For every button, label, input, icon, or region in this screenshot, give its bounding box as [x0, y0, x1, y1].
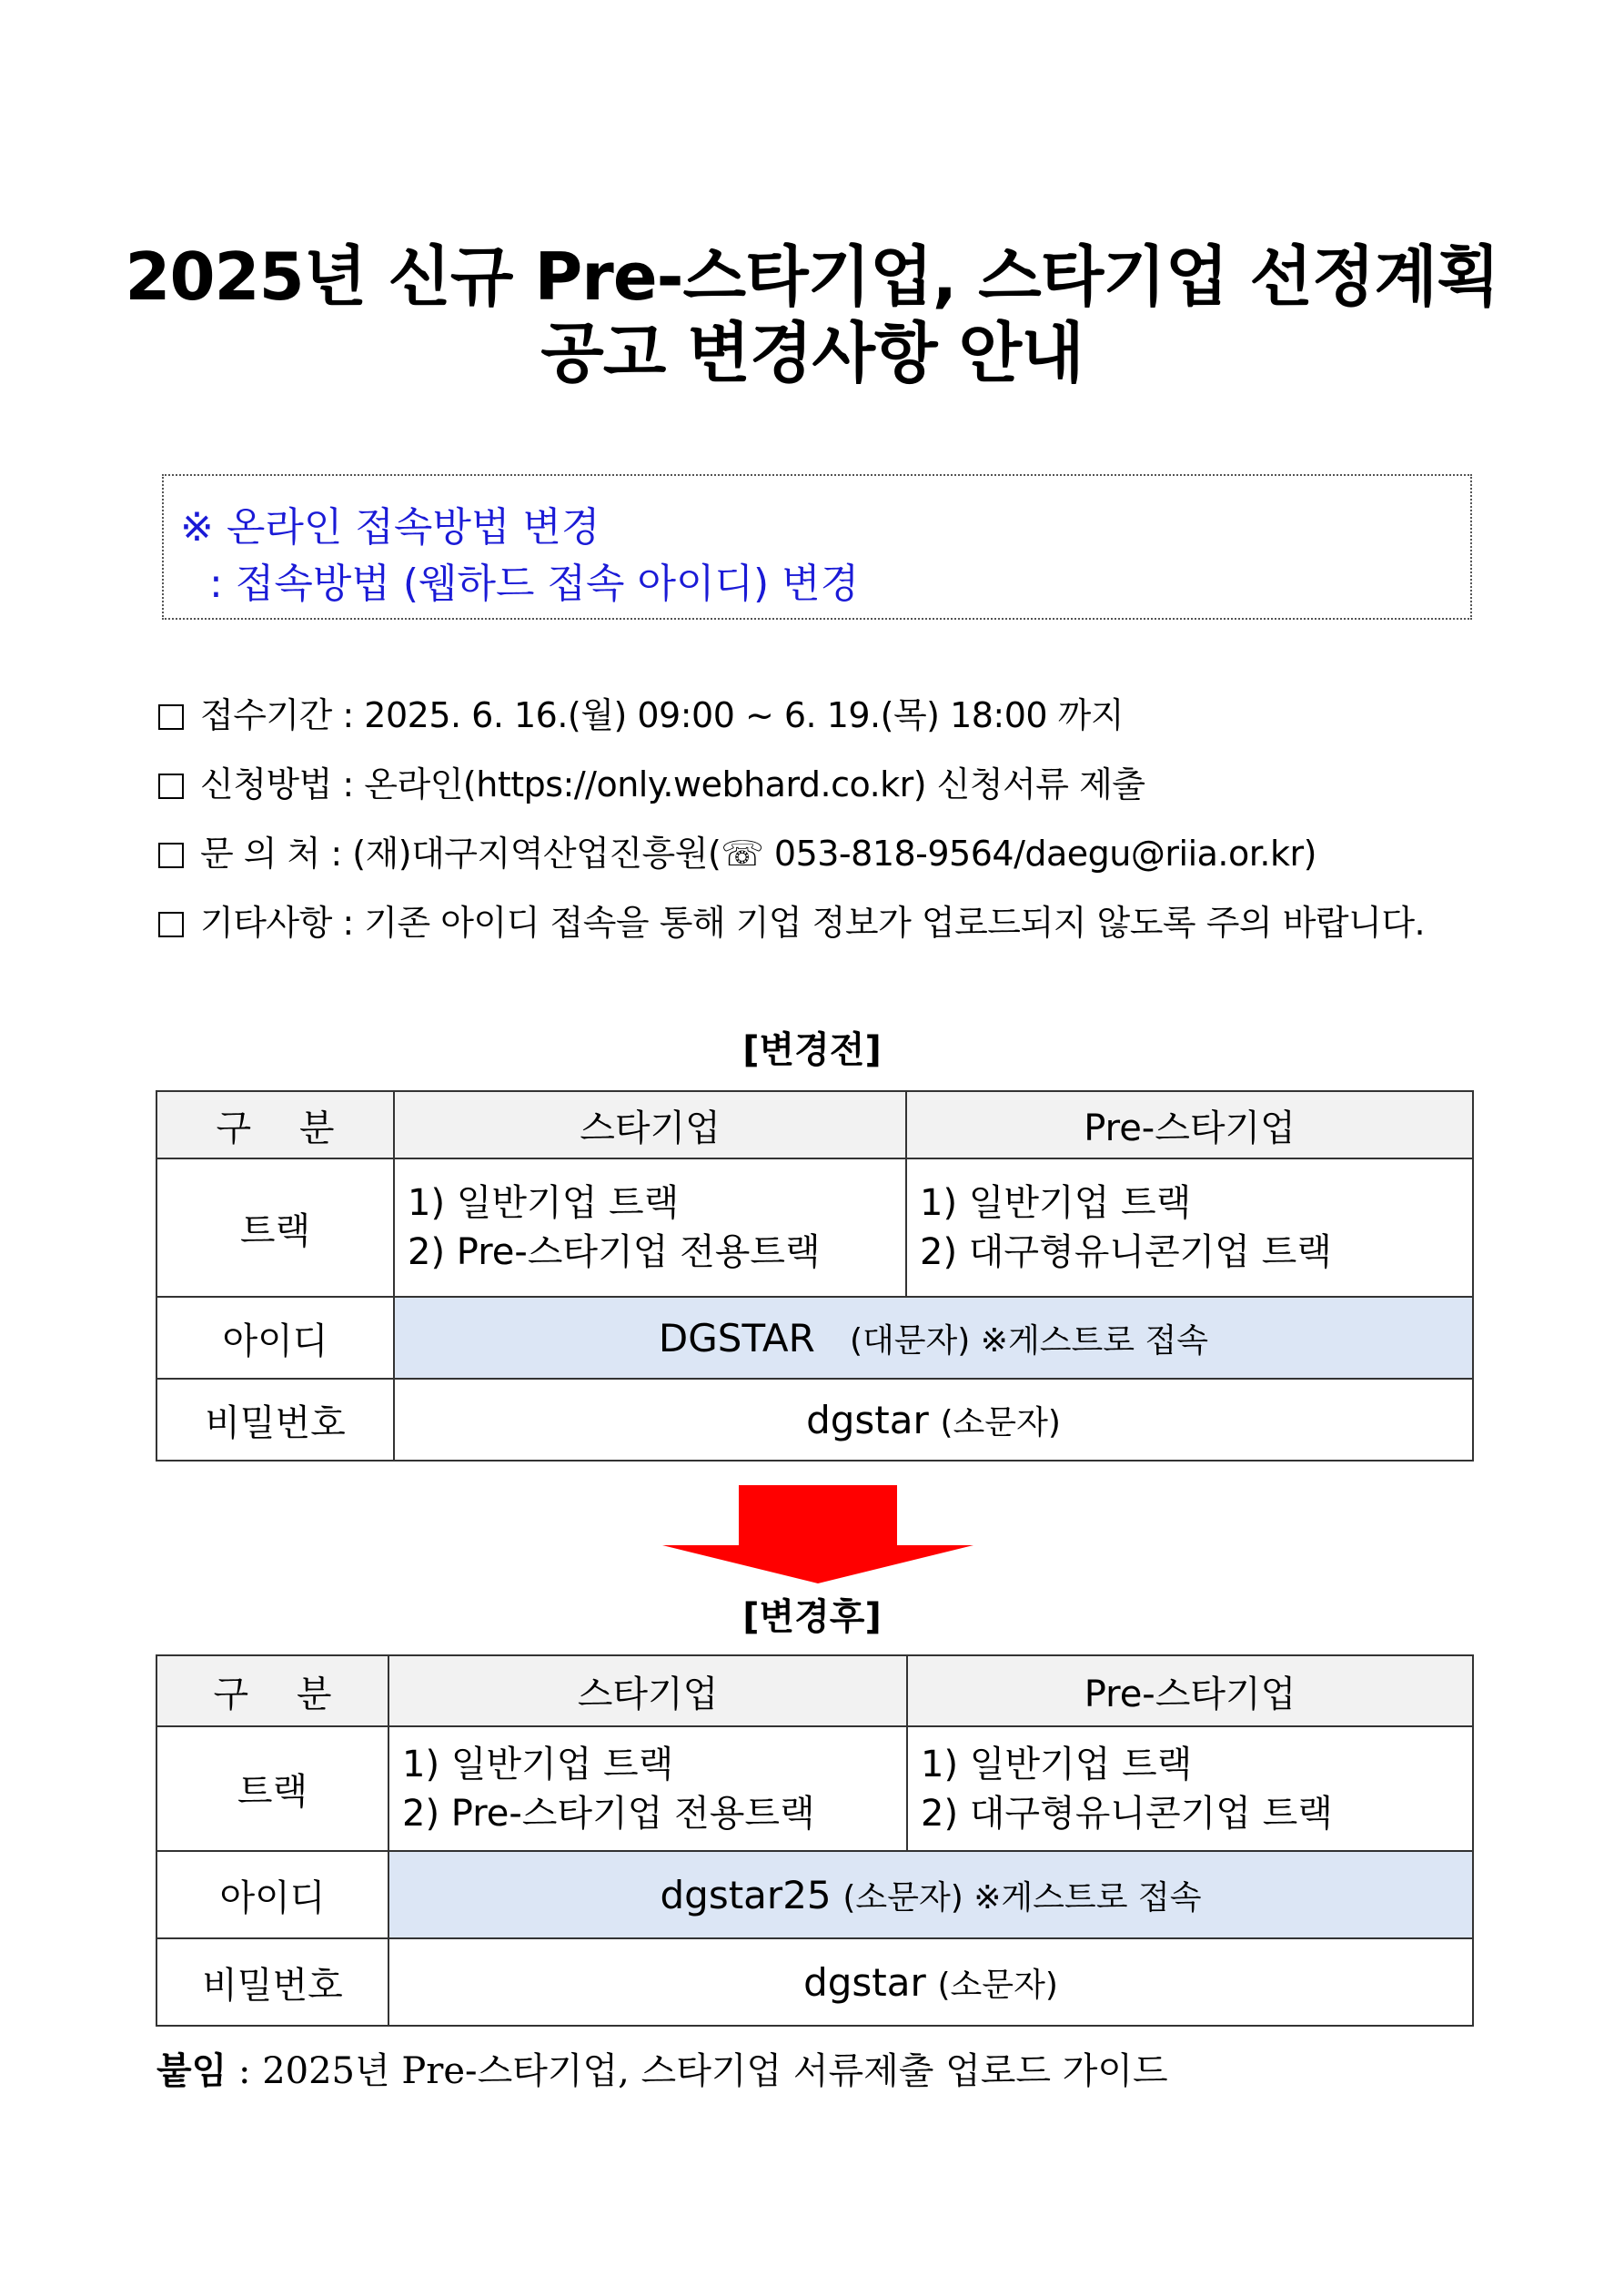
header-prestar: Pre-스타기업	[906, 1091, 1473, 1158]
table-header-row	[156, 1091, 1473, 1158]
pw-note: (소문자)	[937, 1966, 1058, 2004]
info-method-text: 신청방법 : 온라인(https://only.webhard.co.kr) 신청서류 제출	[200, 764, 1145, 804]
before-table	[156, 1090, 1474, 1462]
info-period-text: 접수기간 : 2025. 6. 16.(월) 09:00 ~ 6. 19.(목) 18:00 까지	[200, 695, 1125, 735]
track-label: 트랙	[156, 1726, 388, 1851]
notice-box	[162, 474, 1472, 620]
info-contact	[158, 825, 1316, 875]
list-item: 1) 일반기업 트랙	[408, 1182, 680, 1224]
notice-line-1: ※ 온라인 접속방법 변경	[180, 504, 600, 551]
pw-cell	[388, 1938, 1473, 2026]
id-note: (대문자) ※게스트로 접속	[849, 1321, 1209, 1360]
pw-value: dgstar	[806, 1397, 929, 1442]
header-category: 구 분	[156, 1655, 388, 1726]
pw-cell	[394, 1379, 1473, 1461]
page-title	[0, 238, 1624, 391]
table-row	[156, 1938, 1473, 2026]
after-label: [변경후]	[742, 1596, 882, 1638]
id-cell	[388, 1851, 1473, 1938]
title-line-1: 2025년 신규 Pre-스타기업, 스타기업 선정계획	[125, 238, 1499, 315]
id-value: DGSTAR	[658, 1315, 815, 1360]
attachment-label: 붙임	[156, 2049, 227, 2092]
list-item: 2) Pre-스타기업 전용트랙	[408, 1231, 821, 1273]
pw-label: 비밀번호	[156, 1938, 388, 2026]
before-label: [변경전]	[742, 1029, 882, 1071]
table-header-row	[156, 1655, 1473, 1726]
header-star: 스타기업	[394, 1091, 906, 1158]
checkbox-icon	[158, 912, 184, 937]
id-note: (소문자) ※게스트로 접속	[842, 1878, 1202, 1917]
prestar-tracks	[906, 1158, 1473, 1297]
checkbox-icon	[158, 774, 184, 799]
pw-label: 비밀번호	[156, 1379, 394, 1461]
table-row	[156, 1726, 1473, 1851]
header-star: 스타기업	[388, 1655, 907, 1726]
attachment-text: : 2025년 Pre-스타기업, 스타기업 서류제출 업로드 가이드	[238, 2050, 1168, 2092]
star-tracks	[388, 1726, 907, 1851]
down-arrow-icon	[662, 1485, 973, 1583]
list-item: 2) Pre-스타기업 전용트랙	[402, 1792, 815, 1835]
table-row	[156, 1379, 1473, 1461]
table-row	[156, 1158, 1473, 1297]
list-item: 1) 일반기업 트랙	[402, 1743, 674, 1785]
after-table	[156, 1654, 1474, 2027]
id-label: 아이디	[156, 1851, 388, 1938]
info-contact-text: 문 의 처 : (재)대구지역산업진흥원(☏ 053-818-9564/daegu@riia.or.kr)	[200, 834, 1316, 874]
table-row	[156, 1851, 1473, 1938]
attachment-line	[156, 2042, 1168, 2094]
checkbox-icon	[158, 704, 184, 730]
list-item: 1) 일반기업 트랙	[920, 1182, 1192, 1224]
id-value: dgstar25	[660, 1872, 832, 1917]
id-cell	[394, 1297, 1473, 1379]
list-item: 2) 대구형유니콘기업 트랙	[921, 1792, 1333, 1835]
prestar-tracks	[907, 1726, 1473, 1851]
table-row	[156, 1297, 1473, 1379]
checkbox-icon	[158, 843, 184, 868]
star-tracks	[394, 1158, 906, 1297]
info-period	[158, 687, 1124, 737]
list-item: 1) 일반기업 트랙	[921, 1743, 1193, 1785]
info-method	[158, 756, 1145, 806]
info-etc-text: 기타사항 : 기존 아이디 접속을 통해 기업 정보가 업로드되지 않도록 주의 바랍니다.	[200, 903, 1426, 943]
header-category: 구 분	[156, 1091, 394, 1158]
pw-value: dgstar	[803, 1959, 926, 2005]
info-etc	[158, 895, 1425, 945]
track-label: 트랙	[156, 1158, 394, 1297]
title-line-2: 공고 변경사항 안내	[540, 315, 1084, 391]
list-item: 2) 대구형유니콘기업 트랙	[920, 1231, 1332, 1273]
id-label: 아이디	[156, 1297, 394, 1379]
notice-line-2: : 접속방법 (웹하드 접속 아이디) 변경	[209, 561, 860, 607]
pw-note: (소문자)	[940, 1403, 1061, 1441]
header-prestar: Pre-스타기업	[907, 1655, 1473, 1726]
